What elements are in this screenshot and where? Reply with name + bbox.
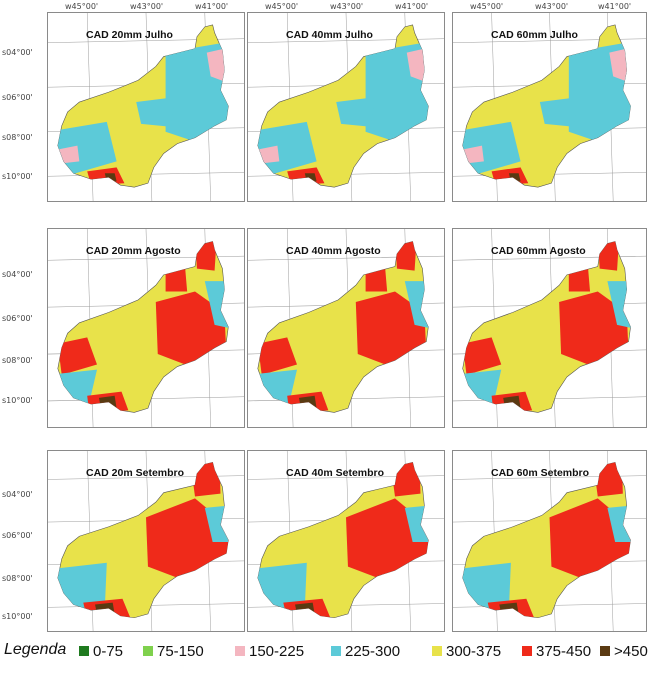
latitude-label: s06°00' [2, 93, 33, 102]
legend-label: 75-150 [157, 642, 204, 660]
longitude-label: w41°00' [395, 2, 429, 11]
longitude-label: w41°00' [598, 2, 632, 11]
latitude-label: s10°00' [2, 612, 33, 621]
panel-title: CAD 40m Setembro [286, 467, 385, 479]
map-svg [248, 229, 444, 427]
cad-region [453, 370, 501, 412]
legend-swatch [79, 646, 89, 656]
legend-swatch [600, 646, 610, 656]
latitude-label: s08°00' [2, 356, 33, 365]
cad-region [190, 460, 220, 496]
legend-item [79, 643, 123, 659]
cad-region [366, 269, 388, 292]
longitude-label: w45°00' [65, 2, 99, 11]
cad-region [166, 269, 188, 292]
panel-title: CAD 20m Setembro [86, 467, 185, 479]
map-panel-2 [247, 12, 445, 202]
legend-swatch [522, 646, 532, 656]
map-panel-8 [247, 450, 445, 632]
cad-region [593, 460, 623, 496]
panel-title: CAD 60mm Agosto [491, 245, 586, 257]
cad-region [95, 603, 115, 614]
cad-region [503, 396, 520, 409]
cad-region [390, 460, 420, 496]
legend-label: 0-75 [93, 642, 124, 660]
legend-label: 375-450 [536, 642, 592, 660]
legend-item [143, 643, 204, 659]
cad-region [48, 370, 97, 412]
legend-label: 300-375 [446, 642, 502, 660]
latitude-label: s04°00' [2, 490, 33, 499]
cad-region [248, 370, 297, 412]
cad-region [99, 396, 117, 409]
legend-item [235, 643, 304, 659]
panel-title: CAD 40mm Julho [286, 29, 373, 41]
latitude-label: s10°00' [2, 172, 33, 181]
legend-item [600, 643, 648, 659]
cad-region [299, 396, 317, 409]
legend [0, 637, 653, 677]
map-svg [453, 13, 646, 201]
map-svg [248, 13, 444, 201]
legend-label: >450 [614, 642, 648, 660]
panel-title: CAD 20mm Julho [86, 29, 173, 41]
map-panel-9 [452, 450, 647, 632]
panel-title: CAD 20mm Agosto [86, 245, 181, 257]
cad-region [336, 97, 375, 127]
map-svg [48, 229, 244, 427]
legend-swatch [432, 646, 442, 656]
cad-region [295, 603, 315, 614]
latitude-label: s06°00' [2, 531, 33, 540]
map-panel-6 [452, 228, 647, 428]
legend-swatch [235, 646, 245, 656]
latitude-label: s06°00' [2, 314, 33, 323]
legend-swatch [143, 646, 153, 656]
latitude-label: s08°00' [2, 133, 33, 142]
panel-title: CAD 40mm Agosto [286, 245, 381, 257]
legend-item [432, 643, 501, 659]
map-panel-5 [247, 228, 445, 428]
map-panel-3 [452, 12, 647, 202]
legend-item [331, 643, 400, 659]
cad-region [569, 269, 590, 292]
longitude-label: w43°00' [330, 2, 364, 11]
longitude-label: w45°00' [265, 2, 299, 11]
longitude-label: w43°00' [535, 2, 569, 11]
map-panel-7 [47, 450, 245, 632]
latitude-label: s04°00' [2, 48, 33, 57]
cad-region [136, 97, 175, 127]
legend-title: Legenda [4, 641, 67, 658]
map-panel-1 [47, 12, 245, 202]
longitude-label: w41°00' [195, 2, 229, 11]
panel-title: CAD 60m Setembro [491, 467, 590, 479]
cad-region [499, 603, 518, 614]
latitude-label: s04°00' [2, 270, 33, 279]
legend-item [522, 643, 591, 659]
legend-label: 150-225 [249, 642, 305, 660]
longitude-label: w43°00' [130, 2, 164, 11]
latitude-label: s10°00' [2, 396, 33, 405]
panel-title: CAD 60mm Julho [491, 29, 578, 41]
map-svg [453, 229, 646, 427]
latitude-label: s08°00' [2, 574, 33, 583]
legend-swatch [331, 646, 341, 656]
cad-region [540, 97, 579, 127]
longitude-label: w45°00' [470, 2, 504, 11]
legend-label: 225-300 [345, 642, 401, 660]
map-svg [48, 13, 244, 201]
map-panel-4 [47, 228, 245, 428]
